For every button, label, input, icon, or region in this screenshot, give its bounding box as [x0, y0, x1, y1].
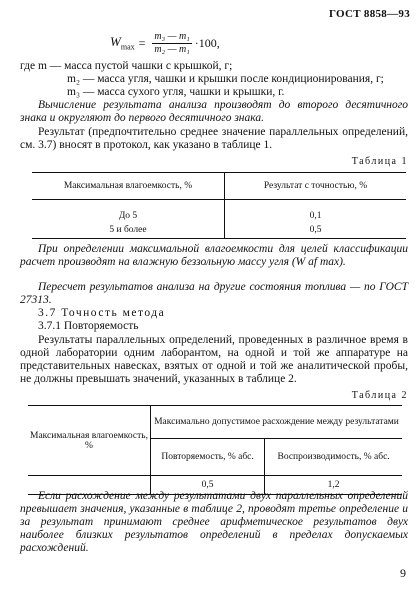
table2-cell: 1,2 — [265, 476, 402, 495]
definition-m: где m — масса пустой чашки с крышкой, г; — [20, 60, 233, 72]
para-recalculation: Пересчет результатов анализа на другие состояния топлива — по ГОСТ 27313. — [20, 281, 408, 306]
table1-cell: 0,1 — [309, 211, 322, 221]
definition-m3: m₃ — масса сухого угля, чашки и крышки, г. — [67, 86, 285, 98]
table2-group-header: Максимально допустимое расхождение между результатами — [151, 406, 403, 439]
table1-col1-header: Максимальная влагоемкость, % — [32, 173, 225, 200]
para-result: Результат (предпочтительно среднее значение параллельных определений, см. 3.7) вносят в протокол, как указано в таблице 1. — [20, 126, 408, 151]
formula-symbol: (W af max). — [291, 256, 346, 268]
page-number: 9 — [400, 566, 406, 580]
para-discrepancy: Если расхождение между результатами двух параллельных определений превышает значения, указанные в таблице 2, проводят третье определение и за результат принимают среднее арифметическое результатов двух наиболее близких результатов определений в пределах допускаемых расхождений. — [20, 490, 408, 554]
section-3-7-1-title: 3.7.1 Повторяемость — [38, 320, 139, 332]
table2-col1-header: Максимальная влагоемкость, % — [28, 406, 151, 476]
formula-fraction — [152, 31, 191, 56]
section-3-7-title: 3.7 Точность метода — [38, 307, 166, 319]
table2-cell: 0,5 — [151, 476, 265, 495]
table1-cell: 5 и более — [32, 223, 225, 239]
definition-m2: m₂ — масса угля, чашки и крышки после кондиционирования, г; — [67, 73, 384, 85]
table-1 — [32, 172, 406, 239]
table1-cell: 0,5 — [225, 223, 407, 239]
formula-equals: = — [138, 35, 146, 50]
table-row — [32, 200, 406, 224]
document-header: ГОСТ 8858—93 — [328, 8, 410, 20]
table2-reproducibility-header: Воспроизводимость, % абс. — [265, 439, 402, 476]
table2-caption: Таблица 2 — [351, 390, 408, 401]
formula-numerator: m₃ — m₁ — [154, 30, 190, 42]
table2-repeatability-header: Повторяемость, % абс. — [151, 439, 265, 476]
table1-col2-header: Результат с точностью, % — [225, 173, 407, 200]
moisture-formula — [110, 28, 220, 58]
table1-caption: Таблица 1 — [351, 156, 408, 167]
formula-denominator: m₂ — m₁ — [154, 43, 190, 55]
table-2 — [28, 405, 402, 495]
para-calculation: Вычисление результата анализа производят до второго десятичного знака и округляют до первого десятичного знака. — [20, 99, 408, 124]
formula-lhs: $W_{max}$ — [110, 34, 135, 52]
formula-tail: ·100, — [194, 35, 220, 50]
para-repeatability: Результаты параллельных определений, проведенных в различное время в одной лаборатории одним лаборантом, на одной и той же аппаратуре на представительных навесках, взятых от одной и той же аналитической пробы, не должны превышать значений, указанных в таблице 2. — [20, 334, 408, 385]
table1-cell: До 5 — [32, 200, 225, 224]
para-max-capacity: При определении максимальной влагоемкости для целей классификации расчет производят на влажную беззольную массу угля (W af max). — [20, 243, 408, 268]
table-row — [32, 223, 406, 239]
